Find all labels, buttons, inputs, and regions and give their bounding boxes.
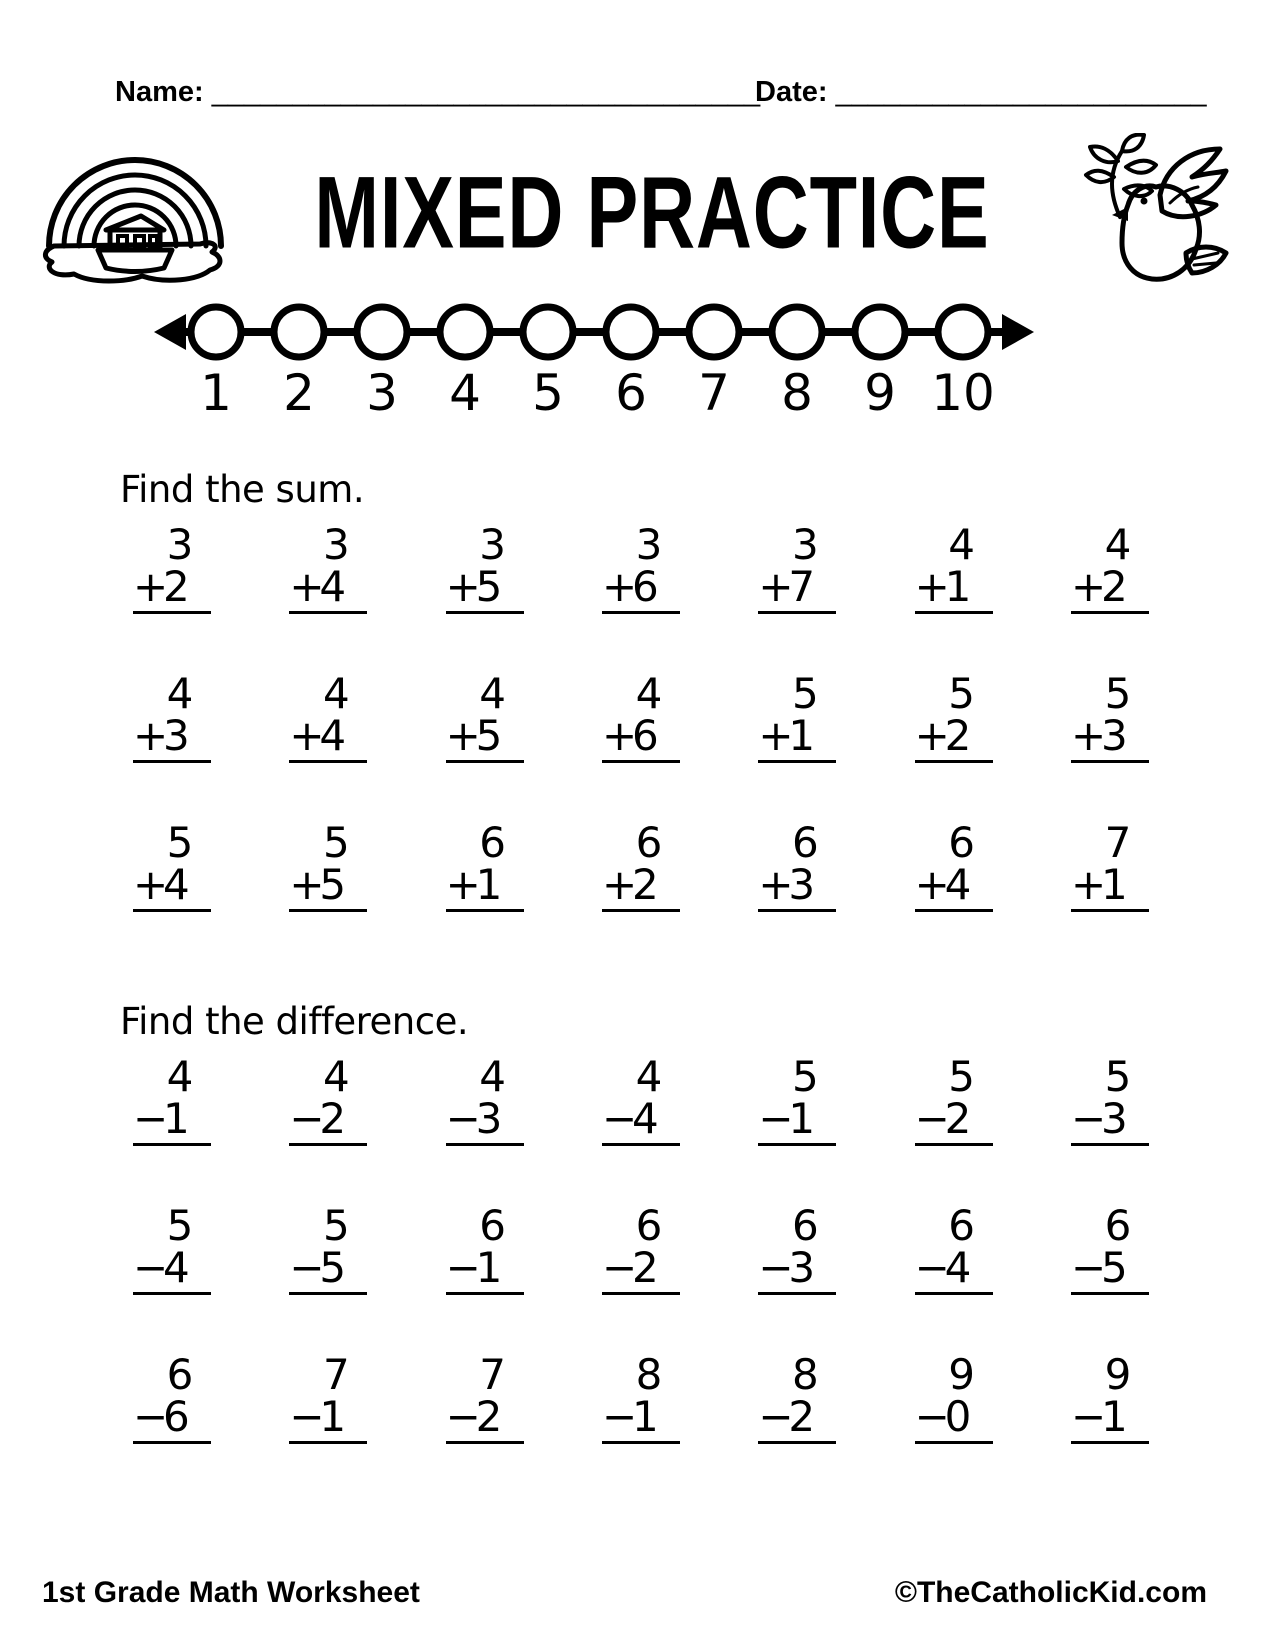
bottom-operand: 5 xyxy=(319,860,347,909)
top-operand: 9 xyxy=(948,1350,975,1399)
operator-sign: − xyxy=(289,1094,325,1143)
operator-sign: − xyxy=(758,1392,794,1441)
bottom-row xyxy=(1070,711,1149,760)
top-operand: 7 xyxy=(1104,818,1132,867)
top-operand: 6 xyxy=(635,818,663,867)
math-problem xyxy=(1070,818,1149,912)
top-operand: 4 xyxy=(166,1052,194,1101)
problem-row xyxy=(133,1052,1149,1146)
bottom-row xyxy=(445,711,524,760)
bottom-operand: 4 xyxy=(944,1243,972,1292)
top-operand: 4 xyxy=(1104,520,1132,569)
bottom-row xyxy=(758,562,836,611)
bottom-row xyxy=(445,1094,524,1143)
bottom-operand: 3 xyxy=(163,711,190,760)
top-operand: 6 xyxy=(1104,1201,1132,1250)
top-operand: 3 xyxy=(479,520,507,569)
bottom-operand: 0 xyxy=(944,1392,972,1441)
top-operand: 3 xyxy=(322,520,350,569)
number-line-point xyxy=(606,307,656,357)
operator-sign: − xyxy=(758,1243,794,1292)
bottom-row xyxy=(914,711,993,760)
bottom-operand: 6 xyxy=(163,1392,190,1441)
number-line-label: 4 xyxy=(449,364,481,416)
math-problem xyxy=(914,1350,993,1444)
operator-sign: + xyxy=(133,711,169,760)
problem-row xyxy=(133,520,1149,614)
operator-sign: − xyxy=(758,1094,794,1143)
top-operand: 3 xyxy=(166,520,194,569)
top-operand: 5 xyxy=(791,1052,819,1101)
difference-section xyxy=(115,1000,1155,1503)
problem-row xyxy=(133,669,1149,763)
bottom-operand: 3 xyxy=(788,1243,816,1292)
bottom-operand: 1 xyxy=(319,1392,347,1441)
bottom-operand: 4 xyxy=(163,1243,190,1292)
bottom-operand: 2 xyxy=(319,1094,347,1143)
math-problem xyxy=(445,1201,524,1295)
rainbow-ark-icon xyxy=(40,138,230,288)
bottom-operand: 2 xyxy=(631,860,659,909)
operator-sign: + xyxy=(1070,860,1107,909)
bottom-row xyxy=(133,1243,211,1292)
operator-sign: + xyxy=(133,562,169,611)
operator-sign: − xyxy=(133,1094,169,1143)
bottom-row xyxy=(914,1094,993,1143)
operator-sign: + xyxy=(914,860,950,909)
name-field xyxy=(115,76,760,109)
bottom-row xyxy=(1070,1094,1149,1143)
number-line-point xyxy=(938,307,988,357)
top-operand: 4 xyxy=(479,669,507,718)
operator-sign: − xyxy=(289,1243,325,1292)
bottom-operand: 2 xyxy=(163,562,190,611)
top-operand: 5 xyxy=(948,1052,975,1101)
problem-row xyxy=(133,818,1149,912)
math-problem xyxy=(758,818,836,912)
math-problem xyxy=(445,669,524,763)
bottom-row xyxy=(758,1094,836,1143)
math-problem xyxy=(289,1052,367,1146)
math-problem xyxy=(601,818,680,912)
bottom-row xyxy=(1070,1243,1149,1292)
bottom-row xyxy=(758,711,836,760)
math-problem xyxy=(289,1350,367,1444)
bottom-operand: 4 xyxy=(944,860,972,909)
bottom-row xyxy=(289,711,367,760)
number-line-label: 9 xyxy=(864,364,896,416)
operator-sign: + xyxy=(601,562,638,611)
name-blank-line[interactable]: __________________________________ xyxy=(211,76,761,108)
operator-sign: − xyxy=(445,1243,481,1292)
sum-section-heading: Find the sum. xyxy=(120,468,365,511)
bottom-row xyxy=(133,1392,211,1441)
bottom-operand: 1 xyxy=(944,562,972,611)
bottom-operand: 3 xyxy=(788,860,816,909)
date-blank-line[interactable]: _______________________ xyxy=(835,76,1207,108)
operator-sign: + xyxy=(1070,711,1107,760)
bottom-row xyxy=(289,1094,367,1143)
bottom-operand: 1 xyxy=(475,1243,503,1292)
math-problem xyxy=(133,1350,211,1444)
math-problem xyxy=(1070,669,1149,763)
top-operand: 5 xyxy=(948,669,975,718)
bottom-operand: 3 xyxy=(1100,1094,1128,1143)
math-problem xyxy=(758,1052,836,1146)
number-line-point xyxy=(440,307,490,357)
operator-sign: − xyxy=(1070,1243,1107,1292)
bottom-operand: 1 xyxy=(163,1094,190,1143)
top-operand: 4 xyxy=(948,520,975,569)
bottom-row xyxy=(133,562,211,611)
bottom-operand: 1 xyxy=(788,711,816,760)
math-problem xyxy=(289,520,367,614)
top-operand: 8 xyxy=(791,1350,819,1399)
number-line-label: 8 xyxy=(781,364,813,416)
bottom-operand: 6 xyxy=(631,562,659,611)
bottom-row xyxy=(758,1243,836,1292)
bottom-row xyxy=(914,1392,993,1441)
top-operand: 5 xyxy=(322,818,350,867)
number-line-point xyxy=(191,307,241,357)
top-operand: 4 xyxy=(166,669,194,718)
bottom-operand: 4 xyxy=(163,860,190,909)
bottom-row xyxy=(914,562,993,611)
math-problem xyxy=(601,1350,680,1444)
number-line-label: 2 xyxy=(283,364,315,416)
bottom-row xyxy=(758,860,836,909)
math-problem xyxy=(914,818,993,912)
operator-sign: + xyxy=(1070,562,1107,611)
bottom-row xyxy=(289,860,367,909)
operator-sign: + xyxy=(289,711,325,760)
top-operand: 6 xyxy=(948,1201,975,1250)
top-operand: 7 xyxy=(322,1350,350,1399)
bottom-row xyxy=(133,711,211,760)
noahs-ark-rainbow-illustration xyxy=(40,138,230,288)
top-operand: 5 xyxy=(166,1201,194,1250)
math-problem xyxy=(1070,1350,1149,1444)
operator-sign: + xyxy=(758,562,794,611)
dove-olive-branch-illustration xyxy=(1074,133,1234,293)
operator-sign: + xyxy=(445,711,481,760)
math-problem xyxy=(133,1201,211,1295)
dove-icon xyxy=(1074,133,1234,293)
bottom-row xyxy=(1070,860,1149,909)
top-operand: 9 xyxy=(1104,1350,1132,1399)
operator-sign: − xyxy=(445,1094,481,1143)
sum-section xyxy=(115,468,1155,971)
operator-sign: + xyxy=(758,711,794,760)
bottom-row xyxy=(914,860,993,909)
bottom-operand: 4 xyxy=(631,1094,659,1143)
operator-sign: − xyxy=(133,1392,169,1441)
bottom-operand: 2 xyxy=(944,711,972,760)
operator-sign: + xyxy=(133,860,169,909)
bottom-operand: 2 xyxy=(944,1094,972,1143)
bottom-operand: 1 xyxy=(1100,1392,1128,1441)
math-problem xyxy=(289,818,367,912)
problem-row xyxy=(133,1350,1149,1444)
operator-sign: − xyxy=(133,1243,169,1292)
operator-sign: + xyxy=(914,711,950,760)
number-line-label: 10 xyxy=(931,364,995,416)
problem-row xyxy=(133,1201,1149,1295)
bottom-row xyxy=(601,562,680,611)
date-label: Date: xyxy=(755,76,828,108)
math-problem xyxy=(914,520,993,614)
number-line-label: 5 xyxy=(532,364,564,416)
number-line-point xyxy=(274,307,324,357)
bottom-operand: 4 xyxy=(319,562,347,611)
math-problem xyxy=(914,1052,993,1146)
bottom-row xyxy=(758,1392,836,1441)
bottom-operand: 5 xyxy=(319,1243,347,1292)
number-line-label: 3 xyxy=(366,364,398,416)
operator-sign: + xyxy=(445,562,481,611)
top-operand: 5 xyxy=(1104,669,1132,718)
bottom-operand: 2 xyxy=(788,1392,816,1441)
bottom-operand: 4 xyxy=(319,711,347,760)
top-operand: 6 xyxy=(791,1201,819,1250)
bottom-operand: 5 xyxy=(475,711,503,760)
top-operand: 3 xyxy=(635,520,663,569)
operator-sign: + xyxy=(758,860,794,909)
operator-sign: + xyxy=(445,860,481,909)
bottom-row xyxy=(289,562,367,611)
bottom-row xyxy=(914,1243,993,1292)
bottom-operand: 1 xyxy=(788,1094,816,1143)
top-operand: 5 xyxy=(322,1201,350,1250)
math-problem xyxy=(133,1052,211,1146)
bottom-operand: 3 xyxy=(475,1094,503,1143)
number-line-label: 1 xyxy=(200,364,232,416)
bottom-row xyxy=(133,860,211,909)
math-problem xyxy=(445,1350,524,1444)
top-operand: 5 xyxy=(791,669,819,718)
worksheet-title: MIXED PRACTICE xyxy=(314,154,990,270)
operator-sign: − xyxy=(601,1392,638,1441)
bottom-row xyxy=(289,1392,367,1441)
bottom-row xyxy=(289,1243,367,1292)
operator-sign: + xyxy=(601,860,638,909)
top-operand: 6 xyxy=(635,1201,663,1250)
bottom-operand: 1 xyxy=(631,1392,659,1441)
operator-sign: + xyxy=(289,562,325,611)
math-problem xyxy=(1070,520,1149,614)
difference-section-heading: Find the difference. xyxy=(120,1000,469,1043)
top-operand: 5 xyxy=(166,818,194,867)
top-operand: 4 xyxy=(322,1052,350,1101)
bottom-operand: 2 xyxy=(1100,562,1128,611)
math-problem xyxy=(1070,1201,1149,1295)
bottom-row xyxy=(1070,1392,1149,1441)
bottom-row xyxy=(445,562,524,611)
number-line-label: 7 xyxy=(698,364,730,416)
math-problem xyxy=(601,520,680,614)
bottom-operand: 6 xyxy=(631,711,659,760)
operator-sign: − xyxy=(914,1392,950,1441)
top-operand: 4 xyxy=(322,669,350,718)
math-problem xyxy=(133,818,211,912)
number-line-point xyxy=(855,307,905,357)
math-problem xyxy=(601,1052,680,1146)
bottom-operand: 5 xyxy=(475,562,503,611)
operator-sign: − xyxy=(445,1392,481,1441)
math-problem xyxy=(445,520,524,614)
operator-sign: + xyxy=(601,711,638,760)
operator-sign: + xyxy=(289,860,325,909)
bottom-row xyxy=(445,1392,524,1441)
number-line-point xyxy=(772,307,822,357)
bottom-row xyxy=(445,1243,524,1292)
number-line-point xyxy=(689,307,739,357)
bottom-operand: 2 xyxy=(475,1392,503,1441)
operator-sign: + xyxy=(914,562,950,611)
bottom-row xyxy=(601,1392,680,1441)
top-operand: 8 xyxy=(635,1350,663,1399)
math-problem xyxy=(914,1201,993,1295)
footer-copyright: ©TheCatholicKid.com xyxy=(894,1576,1207,1609)
math-problem xyxy=(133,669,211,763)
bottom-operand: 7 xyxy=(788,562,816,611)
bottom-operand: 5 xyxy=(1100,1243,1128,1292)
operator-sign: − xyxy=(914,1243,950,1292)
operator-sign: − xyxy=(1070,1094,1107,1143)
number-line-point xyxy=(357,307,407,357)
operator-sign: − xyxy=(1070,1392,1107,1441)
math-problem xyxy=(601,669,680,763)
top-operand: 6 xyxy=(791,818,819,867)
math-problem xyxy=(758,1201,836,1295)
date-field xyxy=(755,76,1207,109)
bottom-row xyxy=(1070,562,1149,611)
math-problem xyxy=(758,669,836,763)
operator-sign: − xyxy=(601,1243,638,1292)
number-line-left-arrow xyxy=(154,314,186,350)
number-line xyxy=(152,298,1036,416)
bottom-operand: 2 xyxy=(631,1243,659,1292)
math-problem xyxy=(445,1052,524,1146)
math-problem xyxy=(445,818,524,912)
math-problem xyxy=(758,520,836,614)
title-band xyxy=(40,135,1140,290)
top-operand: 6 xyxy=(479,1201,507,1250)
bottom-row xyxy=(601,860,680,909)
bottom-row xyxy=(133,1094,211,1143)
number-line-labels xyxy=(200,364,995,416)
bottom-operand: 1 xyxy=(475,860,503,909)
top-operand: 6 xyxy=(479,818,507,867)
number-line-label: 6 xyxy=(615,364,647,416)
top-operand: 4 xyxy=(479,1052,507,1101)
operator-sign: − xyxy=(914,1094,950,1143)
bottom-row xyxy=(601,1094,680,1143)
top-operand: 6 xyxy=(948,818,975,867)
math-problem xyxy=(601,1201,680,1295)
top-operand: 6 xyxy=(166,1350,194,1399)
number-line-point xyxy=(523,307,573,357)
name-label: Name: xyxy=(115,76,204,108)
math-problem xyxy=(758,1350,836,1444)
top-operand: 3 xyxy=(791,520,819,569)
bottom-row xyxy=(445,860,524,909)
math-problem xyxy=(289,669,367,763)
operator-sign: − xyxy=(601,1094,638,1143)
math-problem xyxy=(133,520,211,614)
footer-worksheet-label: 1st Grade Math Worksheet xyxy=(42,1576,420,1609)
bottom-row xyxy=(601,711,680,760)
bottom-operand: 1 xyxy=(1100,860,1128,909)
number-line-right-arrow xyxy=(1002,314,1034,350)
bottom-operand: 3 xyxy=(1100,711,1128,760)
math-problem xyxy=(1070,1052,1149,1146)
math-problem xyxy=(914,669,993,763)
top-operand: 5 xyxy=(1104,1052,1132,1101)
math-problem xyxy=(289,1201,367,1295)
operator-sign: − xyxy=(289,1392,325,1441)
top-operand: 4 xyxy=(635,1052,663,1101)
top-operand: 7 xyxy=(479,1350,507,1399)
top-operand: 4 xyxy=(635,669,663,718)
bottom-row xyxy=(601,1243,680,1292)
